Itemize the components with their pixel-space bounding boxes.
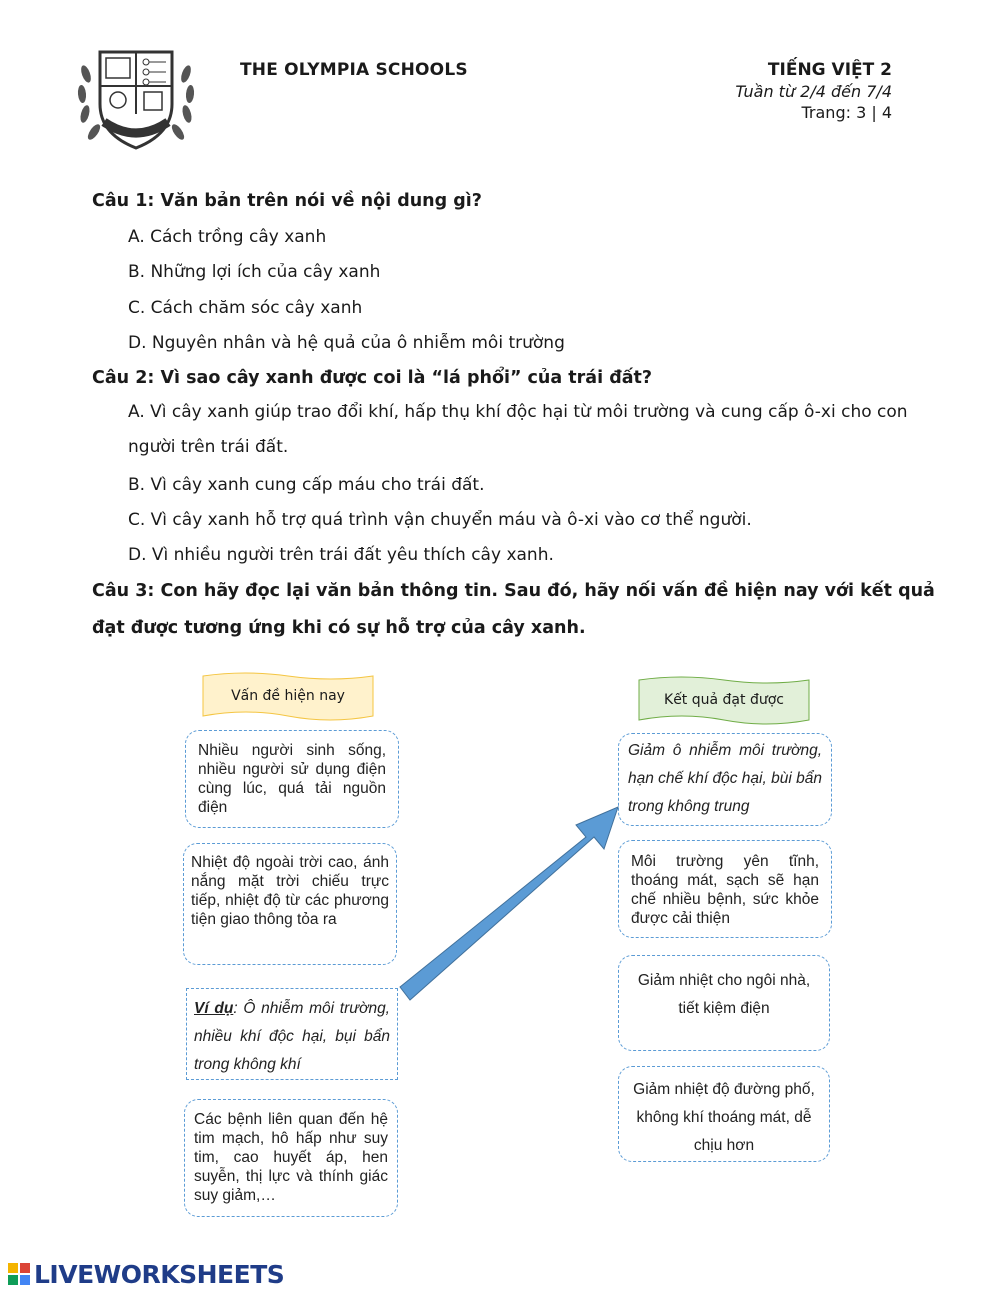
example-label: Ví dụ: [194, 1000, 234, 1017]
problem-box-1[interactable]: [185, 730, 399, 828]
problem-text-1: Nhiều người sinh sống, nhiều người sử dụng điện cùng lúc, quá tải nguồn điện: [198, 742, 386, 816]
q2-option-a[interactable]: A. Vì cây xanh giúp trao đổi khí, hấp thụ khí độc hại từ môi trường và cung cấp ô-xi cho con người trên trái đất.: [128, 402, 908, 457]
q1-option-d[interactable]: D. Nguyên nhân và hệ quả của ô nhiễm môi trường: [128, 333, 565, 353]
left-header-banner: [202, 672, 374, 722]
school-logo: [74, 44, 198, 156]
right-header-label: Kết quả đạt được: [664, 692, 784, 708]
right-header-banner: [638, 676, 810, 726]
q1-option-b[interactable]: B. Những lợi ích của cây xanh: [128, 262, 381, 282]
school-name: THE OLYMPIA SCHOOLS: [240, 60, 468, 80]
result-box-1[interactable]: [618, 733, 832, 826]
result-text-4: Giảm nhiệt độ đường phố, không khí thoáng mát, dễ chịu hơn: [633, 1081, 815, 1154]
question-1-title: Câu 1: Văn bản trên nói về nội dung gì?: [92, 191, 482, 211]
result-box-4[interactable]: [618, 1066, 830, 1162]
question-3-title-line1: Câu 3: Con hãy đọc lại văn bản thông tin. Sau đó, hãy nối vấn đề hiện nay với kết quả: [92, 581, 935, 601]
problem-box-4[interactable]: [184, 1099, 398, 1217]
example-colon: :: [233, 1000, 244, 1017]
result-box-3[interactable]: [618, 955, 830, 1051]
problem-box-2[interactable]: [183, 843, 397, 965]
liveworksheets-brand[interactable]: [8, 1260, 284, 1288]
problem-text-4: Các bệnh liên quan đến hệ tim mạch, hô hấp như suy tim, cao huyết áp, hen suyễn, thị lực và thính giác suy giảm,…: [194, 1111, 388, 1204]
brand-text: LIVEWORKSHEETS: [34, 1259, 285, 1289]
question-3-title-line2: đạt được tương ứng khi có sự hỗ trợ của cây xanh.: [92, 618, 586, 638]
result-text-2: Môi trường yên tĩnh, thoáng mát, sạch sẽ hạn chế nhiều bệnh, sức khỏe được cải thiện: [631, 853, 819, 927]
problem-box-example[interactable]: [186, 988, 398, 1080]
liveworksheets-logo-icon: [8, 1263, 30, 1285]
problem-text-2: Nhiệt độ ngoài trời cao, ánh nắng mặt trời chiếu trực tiếp, nhiệt độ từ các phương tiện giao thông tỏa ra: [191, 854, 389, 928]
left-header-label: Vấn đề hiện nay: [231, 688, 345, 704]
arrow-shape: [400, 807, 618, 1000]
q2-option-c[interactable]: C. Vì cây xanh hỗ trợ quá trình vận chuyển máu và ô-xi vào cơ thể người.: [128, 510, 752, 530]
q1-option-a[interactable]: A. Cách trồng cây xanh: [128, 227, 327, 247]
question-2-title: Câu 2: Vì sao cây xanh được coi là “lá phổi” của trái đất?: [92, 368, 653, 388]
result-box-2[interactable]: [618, 840, 832, 938]
q2-option-b[interactable]: B. Vì cây xanh cung cấp máu cho trái đất.: [128, 475, 485, 495]
q2-option-d[interactable]: D. Vì nhiều người trên trái đất yêu thích cây xanh.: [128, 545, 554, 565]
result-text-1: Giảm ô nhiễm môi trường, hạn chế khí độc hại, bùi bẩn trong không trung: [628, 742, 822, 815]
problem-text-3: Ô nhiễm môi trường, nhiều khí độc hại, bụi bẩn trong không khí: [194, 1000, 390, 1073]
week-range: Tuần từ 2/4 đến 7/4: [735, 82, 892, 101]
connector-arrow: [390, 795, 630, 1010]
result-text-3: Giảm nhiệt cho ngôi nhà, tiết kiệm điện: [637, 972, 811, 1017]
subject-title: TIẾNG VIỆT 2: [767, 60, 892, 80]
q1-option-c[interactable]: C. Cách chăm sóc cây xanh: [128, 298, 363, 318]
page-number: Trang: 3 | 4: [801, 103, 892, 122]
